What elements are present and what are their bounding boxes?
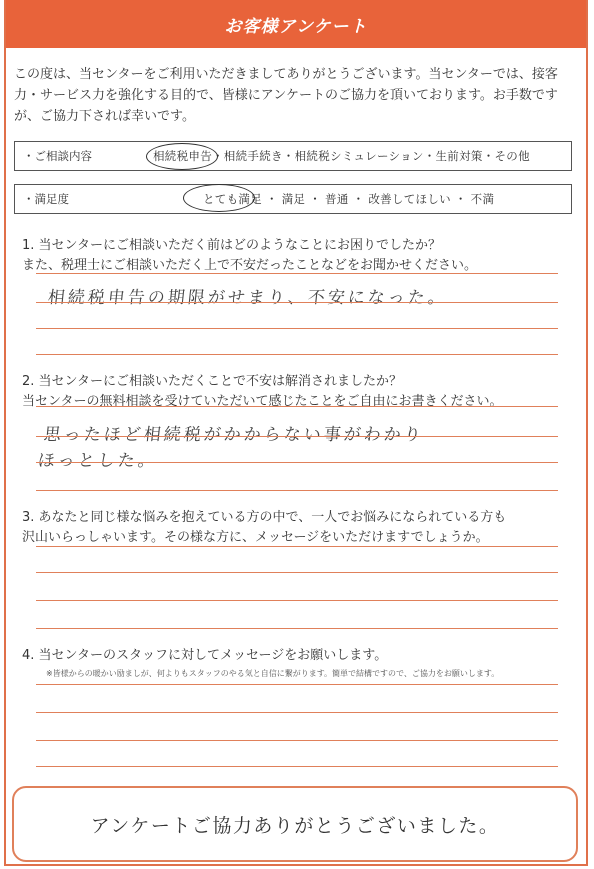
answer-rule [36, 546, 558, 547]
consult-selected-circle [146, 143, 218, 170]
question-3: 3. あなたと同じ様な悩みを抱えている方の中で、一人でお悩みになられている方も 沢山いらっしゃいます。その様な方に、メッセージをいただけますでしょうか。 [22, 510, 507, 545]
answer-rule [36, 273, 558, 274]
consult-box [14, 141, 572, 171]
answer-rule [36, 302, 558, 303]
answer-rule [36, 406, 558, 407]
answer-rule [36, 462, 558, 463]
survey-title: お客様アンケート [224, 16, 368, 37]
answer-rule [36, 684, 558, 685]
question-1: 1. 当センターにご相談いただく前はどのようなことにお困りでしたか？ また、税理士にご相談いただく上で不安だったことなどをお聞かせください。 [22, 238, 478, 273]
header-bar [6, 0, 586, 48]
satisfaction-selected-circle [183, 184, 255, 212]
answer-2-line-2: ほっとした。 [36, 451, 159, 471]
satisfaction-options: とても満足 ・ 満足 ・ 普通 ・ 改善してほしい ・ 不満 [203, 192, 495, 206]
question-2: 2. 当センターにご相談いただくことで不安は解消されましたか？ 当センターの無料相談を受けていただいて感じたことをご自由にお書きください。 [22, 374, 503, 409]
answer-rule [36, 740, 558, 741]
answer-2-line-1: 思ったほど相続税がかからない事がわかり [42, 425, 425, 445]
satisfaction-label: ・満足度 [23, 192, 69, 206]
answer-rule [36, 490, 558, 491]
question-4-note: ※皆様からの暖かい励ましが、何よりもスタッフのやる気と自信に繋がります。簡単で結構ですので、ご協力をお願いします。 [46, 669, 500, 678]
answer-rule [36, 436, 558, 437]
intro-text: この度は、当センターをご利用いただきましてありがとうございます。当センターでは、接客力・サービス力を強化する目的で、皆様にアンケートのご協力を頂いております。お手数ですが、ご協力下されば幸いです。 [14, 67, 558, 124]
consult-options: 相続税申告・相続手続き・相続税シミュレーション・生前対策・その他 [153, 149, 530, 163]
thanks-text: アンケートご協力ありがとうございました。 [90, 814, 500, 837]
question-4: 4. 当センターのスタッフに対してメッセージをお願いします。 [22, 648, 388, 663]
answer-rule [36, 600, 558, 601]
answer-rule [36, 572, 558, 573]
consult-label: ・ご相談内容 [23, 149, 92, 163]
thanks-box [12, 786, 578, 862]
answer-1-line-1: 相続税申告の期限がせまり、不安になった。 [46, 288, 449, 308]
satisfaction-box [14, 184, 572, 214]
answer-rule [36, 354, 558, 355]
answer-rule [36, 628, 558, 629]
answer-rule [36, 328, 558, 329]
answer-rule [36, 712, 558, 713]
answer-rule [36, 766, 558, 767]
